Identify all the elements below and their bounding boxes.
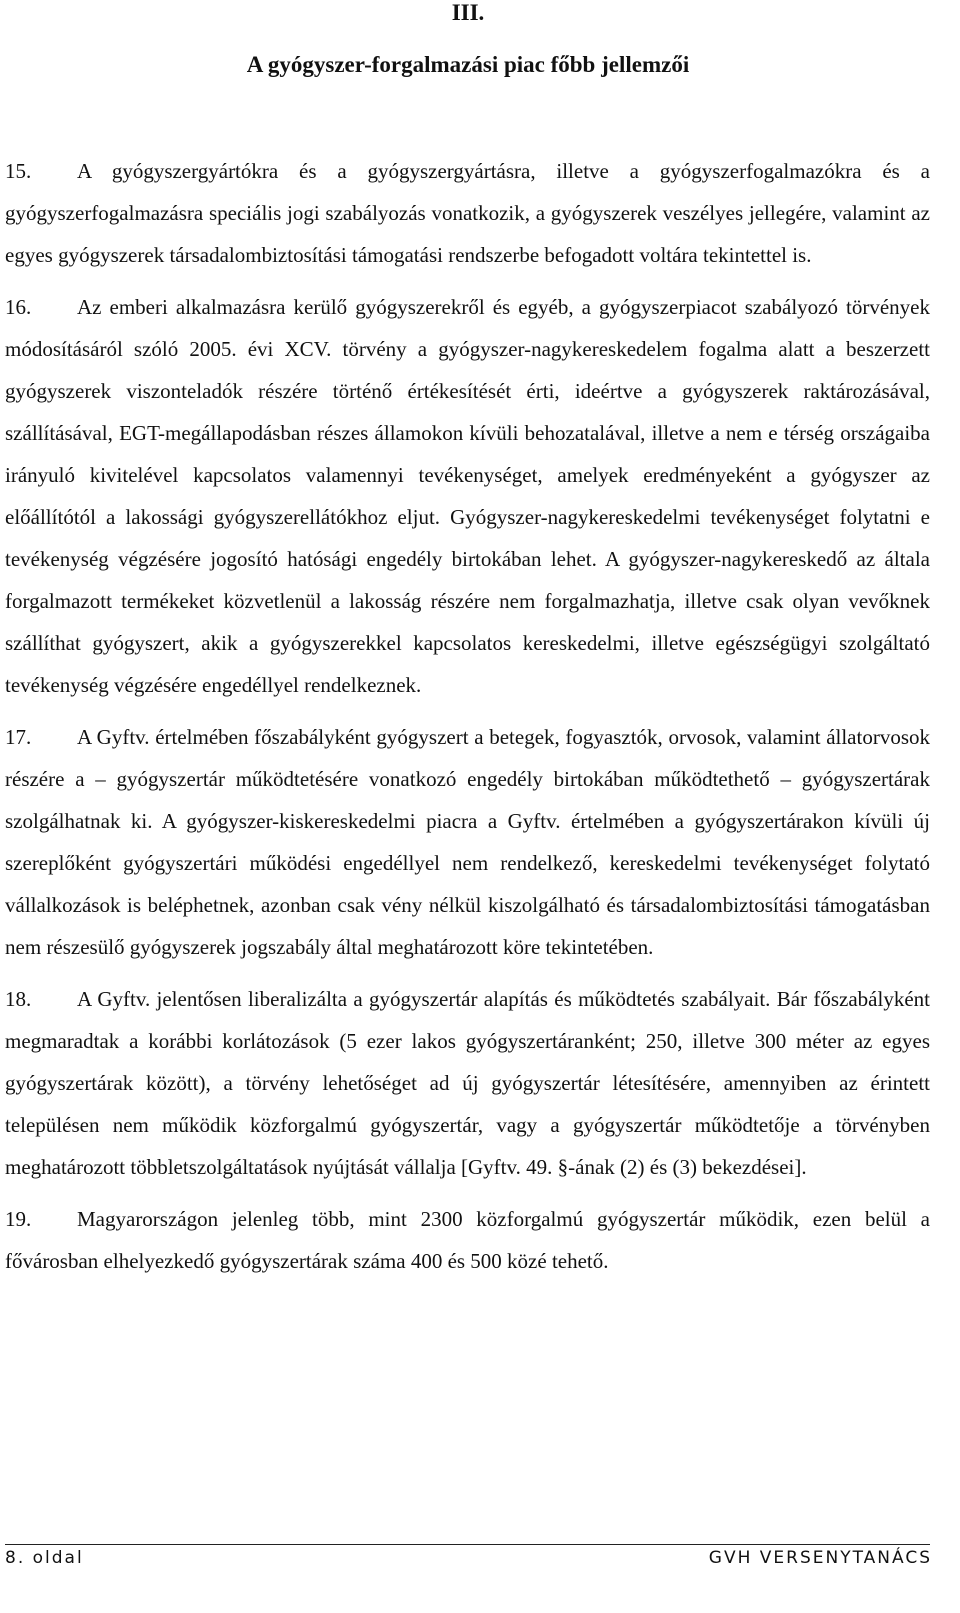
paragraph-17	[5, 716, 930, 968]
footer-organization: GVH VERSENYTANÁCS	[708, 1548, 932, 1568]
paragraph-18	[5, 978, 930, 1188]
paragraph-number: 19.	[5, 1207, 32, 1231]
paragraph-number: 18.	[5, 987, 32, 1011]
paragraph-number: 15.	[5, 159, 32, 183]
paragraph-text: Az emberi alkalmazásra kerülő gyógyszerekről és egyéb, a gyógyszerpiacot szabályozó törvények módosításáról szóló 2005. évi XCV. törvény a gyógyszer-nagykereskedelem fogalma alatt a beszerzett gyógyszerek viszonteladók részére történő értékesítését érti, ideértve a gyógyszerek raktározásával, szállításával, EGT-megállapodásban részes államokon kívüli behozatalával, illetve a nem e térség országaiba irányuló kivitelével kapcsolatos valamennyi tevékenységet, amelyek eredményeként a gyógyszer az előállítótól a lakossági gyógyszerellátókhoz eljut. Gyógyszer-nagykereskedelmi tevékenységet folytatni e tevékenység végzésére jogosító hatósági engedély birtokában lehet. A gyógyszer-nagykereskedő az általa forgalmazott termékeket közvetlenül a lakosság részére nem forgalmazhatja, illetve csak olyan vevőknek szállíthat gyógyszert, akik a gyógyszerekkel kapcsolatos kereskedelmi, illetve egészségügyi szolgáltató tevékenység végzésére engedéllyel rendelkeznek.	[5, 295, 930, 697]
footer-page-label: 8. oldal	[5, 1548, 84, 1568]
document-body	[5, 150, 930, 1292]
paragraph-text: A Gyftv. jelentősen liberalizálta a gyógyszertár alapítás és működtetés szabályait. Bár főszabályként megmaradtak a korábbi korlátozások (5 ezer lakos gyógyszertáranként; 250, illetve 300 méter az egyes gyógyszertárak között), a törvény lehetőséget ad új gyógyszertár létesítésére, amennyiben az érintett településen nem működik közforgalmú gyógyszertár, vagy a gyógyszertár működtetője a törvényben meghatározott többletszolgáltatások nyújtását vállalja [Gyftv. 49. §-ának (2) és (3) bekezdései].	[5, 987, 930, 1179]
footer-divider	[5, 1544, 930, 1545]
paragraph-15	[5, 150, 930, 276]
chapter-number: III.	[451, 0, 485, 25]
paragraph-16	[5, 286, 930, 706]
chapter-title: A gyógyszer-forgalmazási piac főbb jellemzői	[246, 52, 690, 77]
paragraph-text: Magyarországon jelenleg több, mint 2300 közforgalmú gyógyszertár működik, ezen belül a fővárosban elhelyezkedő gyógyszertárak száma 400 és 500 közé tehető.	[5, 1207, 930, 1273]
paragraph-text: A gyógyszergyártókra és a gyógyszergyártásra, illetve a gyógyszerfogalmazókra és a gyógyszerfogalmazásra speciális jogi szabályozás vonatkozik, a gyógyszerek veszélyes jellegére, valamint az egyes gyógyszerek társadalombiztosítási támogatási rendszerbe befogadott voltára tekintettel is.	[5, 159, 930, 267]
paragraph-text: A Gyftv. értelmében főszabályként gyógyszert a betegek, fogyasztók, orvosok, valamint állatorvosok részére a – gyógyszertár működtetésére vonatkozó engedély birtokában működtethető – gyógyszertárak szolgálhatnak ki. A gyógyszer-kiskereskedelmi piacra a Gyftv. értelmében a gyógyszertárakon kívüli új szereplőként gyógyszertári működési engedéllyel nem rendelkező, kereskedelmi tevékenységet folytató vállalkozások is beléphetnek, azonban csak vény nélkül kiszolgálható és társadalombiztosítási támogatásban nem részesülő gyógyszerek jogszabály által meghatározott köre tekintetében.	[5, 725, 930, 959]
paragraph-number: 16.	[5, 295, 32, 319]
paragraph-number: 17.	[5, 725, 32, 749]
paragraph-19	[5, 1198, 930, 1282]
